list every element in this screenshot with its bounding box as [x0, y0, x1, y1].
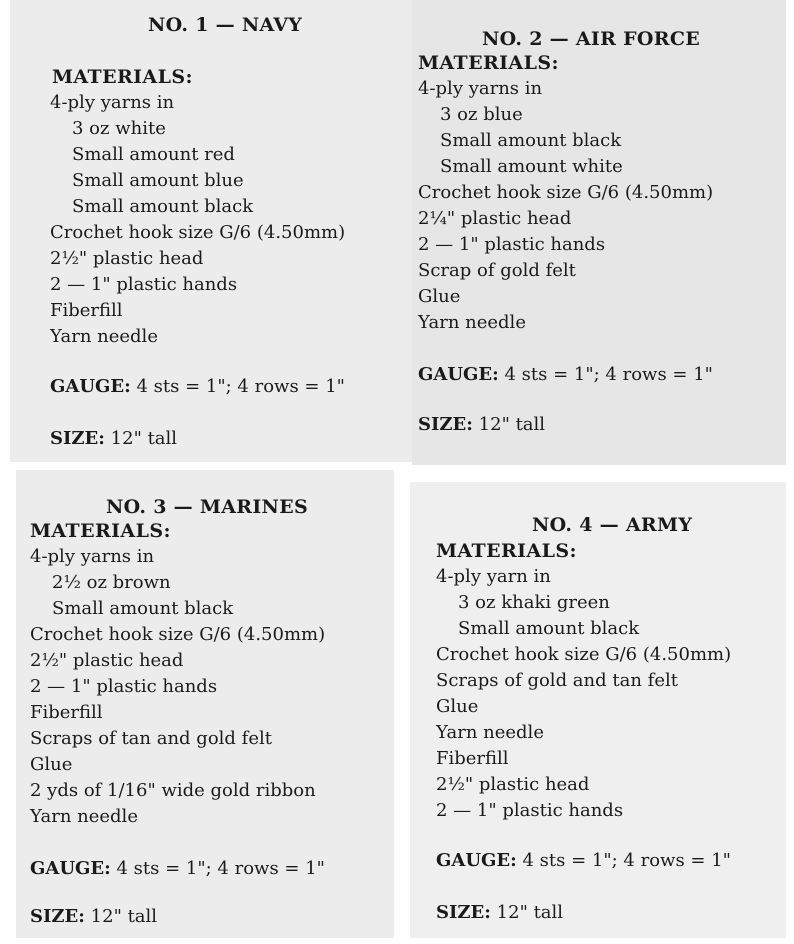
material-item: Fiberfill: [30, 702, 103, 723]
size-label: SIZE:: [436, 902, 491, 923]
gauge-line: [30, 858, 325, 879]
material-item: Small amount black: [458, 618, 640, 639]
size-value: 12" tall: [490, 902, 564, 923]
material-item: 2¼" plastic head: [418, 208, 572, 229]
gauge-value: 4 sts = 1"; 4 rows = 1": [516, 850, 731, 871]
size-label: SIZE:: [418, 414, 473, 435]
material-item: Glue: [30, 754, 73, 775]
gauge-value: 4 sts = 1"; 4 rows = 1": [130, 376, 345, 397]
gauge-line: [418, 364, 713, 385]
material-item: Small amount black: [72, 196, 254, 217]
material-item: Yarn needle: [50, 326, 158, 347]
size-value: 12" tall: [84, 906, 158, 927]
material-item: 2 — 1" plastic hands: [50, 274, 238, 295]
material-item: Fiberfill: [50, 300, 123, 321]
gauge-line: [436, 850, 731, 871]
material-item: Fiberfill: [436, 748, 509, 769]
gauge-value: 4 sts = 1"; 4 rows = 1": [498, 364, 713, 385]
material-item: Crochet hook size G/6 (4.50mm): [418, 182, 714, 203]
material-item: Yarn needle: [418, 312, 526, 333]
material-item: 3 oz blue: [440, 104, 523, 125]
material-item: Scraps of tan and gold felt: [30, 728, 272, 749]
gauge-label: GAUGE:: [436, 850, 517, 871]
material-item: 2 — 1" plastic hands: [418, 234, 606, 255]
section-title: NO. 4 — ARMY: [532, 514, 693, 536]
size-line: [30, 906, 157, 927]
material-item: Small amount red: [72, 144, 235, 165]
material-item: Crochet hook size G/6 (4.50mm): [30, 624, 326, 645]
material-item: 2½" plastic head: [30, 650, 184, 671]
pattern-panel-army: [410, 482, 786, 938]
material-item: 2½" plastic head: [50, 248, 204, 269]
material-item: Small amount black: [440, 130, 622, 151]
material-item: Small amount blue: [72, 170, 244, 191]
section-title: NO. 3 — MARINES: [106, 496, 309, 518]
material-item: Glue: [418, 286, 461, 307]
size-line: [436, 902, 563, 923]
material-item: Small amount white: [440, 156, 623, 177]
materials-heading: MATERIALS:: [30, 520, 171, 542]
section-title: NO. 1 — NAVY: [148, 14, 303, 36]
material-item: Yarn needle: [30, 806, 138, 827]
material-item: 2 — 1" plastic hands: [436, 800, 624, 821]
pattern-panel-marines: [16, 470, 394, 938]
material-item: Crochet hook size G/6 (4.50mm): [50, 222, 346, 243]
size-label: SIZE:: [30, 906, 85, 927]
material-item: 3 oz khaki green: [458, 592, 610, 613]
size-value: 12" tall: [472, 414, 546, 435]
material-item: Crochet hook size G/6 (4.50mm): [436, 644, 732, 665]
material-item: Yarn needle: [436, 722, 544, 743]
material-item: Glue: [436, 696, 479, 717]
size-line: [50, 428, 177, 449]
materials-heading: MATERIALS:: [52, 66, 193, 88]
material-item: Scrap of gold felt: [418, 260, 576, 281]
size-line: [418, 414, 545, 435]
material-item: 2 yds of 1/16" wide gold ribbon: [30, 780, 316, 801]
gauge-label: GAUGE:: [50, 376, 131, 397]
material-item: 4-ply yarns in: [418, 78, 543, 99]
material-item: Small amount black: [52, 598, 234, 619]
size-label: SIZE:: [50, 428, 105, 449]
material-item: 2½ oz brown: [52, 572, 171, 593]
size-value: 12" tall: [104, 428, 178, 449]
material-item: Scraps of gold and tan felt: [436, 670, 678, 691]
material-item: 4-ply yarn in: [436, 566, 551, 587]
gauge-label: GAUGE:: [418, 364, 499, 385]
gauge-line: [50, 376, 345, 397]
material-item: 4-ply yarns in: [50, 92, 175, 113]
section-title: NO. 2 — AIR FORCE: [482, 28, 701, 50]
gauge-value: 4 sts = 1"; 4 rows = 1": [110, 858, 325, 879]
materials-heading: MATERIALS:: [436, 540, 577, 562]
material-item: 2½" plastic head: [436, 774, 590, 795]
material-item: 4-ply yarns in: [30, 546, 155, 567]
pattern-panel-navy: [10, 0, 412, 462]
material-item: 2 — 1" plastic hands: [30, 676, 218, 697]
gauge-label: GAUGE:: [30, 858, 111, 879]
material-item: 3 oz white: [72, 118, 166, 139]
pattern-panel-air-force: [412, 0, 786, 465]
materials-heading: MATERIALS:: [418, 52, 559, 74]
